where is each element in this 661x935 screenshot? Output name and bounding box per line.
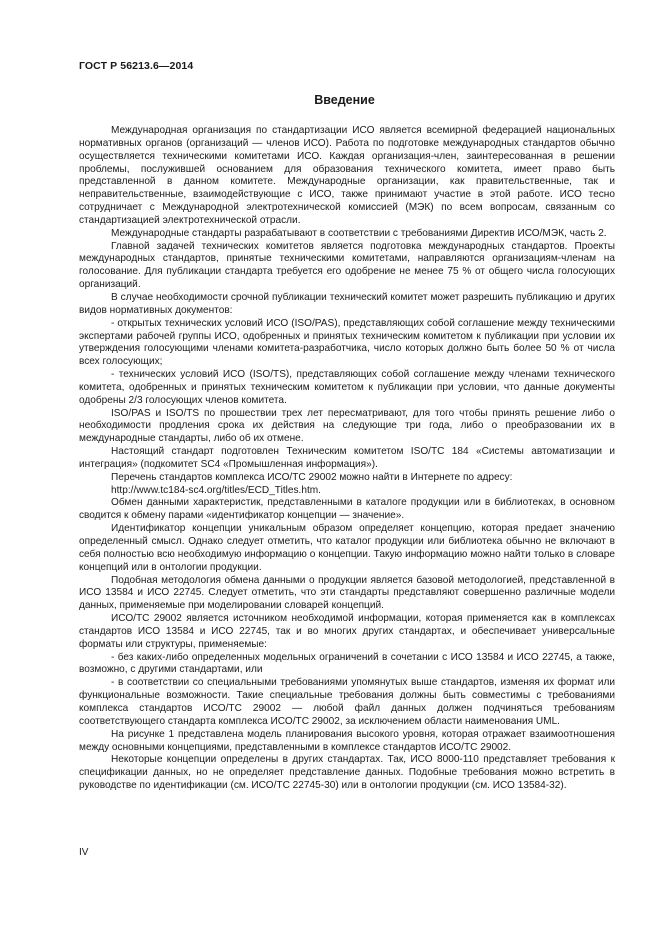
section-title: Введение bbox=[314, 93, 375, 107]
list-item: - открытых технических условий ИСО (ISO/PAS), представляющих собой соглашение между техническими экспертами рабочей группы ИСО, одобренных и принятых техническим комитетом к публикации при условии их утверждения голосующими членами комитета-разработчика, число которых должно быть более 50 % от числа всех голосующих; bbox=[79, 317, 615, 368]
list-item: - без каких-либо определенных модельных ограничений в сочетании с ИСО 13584 и ИСО 22745, а также, возможно, с другими стандартами, или bbox=[79, 651, 615, 676]
paragraph: Обмен данными характеристик, представленными в каталоге продукции или в библиотеках, в основном сводится к обмену парами «идентификатор концепции — значение». bbox=[79, 497, 615, 522]
paragraph: Перечень стандартов комплекса ИСО/ТС 29002 можно найти в Интернете по адресу: bbox=[111, 471, 513, 483]
paragraph: Подобная методология обмена данными о продукции является базовой методологией, представленной в ИСО 13584 и ИСО 22745. Следует отметить, что эти стандарты представляют совершенно различные модели данных, применяемые при моделировании словарей концепций. bbox=[79, 574, 615, 612]
list-item: - в соответствии со специальными требованиями упомянутых выше стандартов, изменяя их формат или функциональные возможности. Такие специальные требования должны быть совместимы с требованиями комплекса стандартов ИСО/ТС 29002 — любой файл данных должен подчиняться требованиям соответствующего стандарта комплекса ИСО/ТС 29002, за исключением области наименования UML. bbox=[79, 677, 615, 727]
paragraph: В случае необходимости срочной публикации технический комитет может разрешить публикацию и других видов нормативных документов: bbox=[79, 291, 615, 316]
paragraph: Международная организация по стандартизации ИСО является всемирной федерацией национальных нормативных органов (организаций — членов ИСО). Работа по подготовке международных стандартов обычно осуществляется техническими комитетами ИСО. Каждая организация-член, заинтересованная в решении проблемы, послужившей основанием для образования технического комитета, имеет право быть представленной в данном комитете. Международные организации, как правительственные, так и неправительственные, взаимодействующие с ИСО, также принимают участие в этой работе. ИСО тесно сотрудничает с Международной электротехнической комиссией (МЭК) по всем вопросам, связанным со стандартизацией электротехнической отрасли. bbox=[79, 125, 615, 226]
document-number: ГОСТ Р 56213.6—2014 bbox=[79, 60, 194, 72]
url-link[interactable]: http://www.tc184-sc4.org/titles/ECD_Titles.htm. bbox=[111, 484, 321, 496]
paragraph: Настоящий стандарт подготовлен Техническим комитетом ISO/TC 184 «Системы автоматизации и интеграция» (подкомитет SC4 «Промышленная информация»). bbox=[79, 446, 615, 470]
list-item: - технических условий ИСО (ISO/TS), представляющих собой соглашение между членами технического комитета, одобренных и принятых техническим комитетом к публикации при условии, что данные документы одобрены 2/3 голосующих членов комитета. bbox=[79, 369, 615, 406]
body-text bbox=[79, 125, 615, 793]
paragraph: ИСО/ТС 29002 является источником необходимой информации, которая применяется как в комплексах стандартов ИСО 13584 и ИСО 22745, так и во многих других стандартах, и обеспечивает универсальные форматы или структуры, применяемые: bbox=[79, 613, 615, 650]
paragraph: Некоторые концепции определены в других стандартах. Так, ИСО 8000-110 представляет требования к спецификации данных, но не определяет представление данных. Подобные требования можно встретить в руководстве по идентификации (см. ИСО/ТС 22745-30) или в онтологии продукции (см. ИСО 13584-32). bbox=[79, 754, 615, 792]
paragraph: Главной задачей технических комитетов является подготовка международных стандартов. Проекты международных стандартов, принятые техническими комитетами, направляются организациям-членам на голосование. Для публикации стандарта требуется его одобрение не менее 75 % от общего числа голосующих организаций. bbox=[79, 240, 615, 291]
page-number: IV bbox=[79, 847, 89, 858]
paragraph: Международные стандарты разрабатывают в соответствии с требованиями Директив ИСО/МЭК, часть 2. bbox=[111, 227, 607, 239]
paragraph: На рисунке 1 представлена модель планирования высокого уровня, которая отражает взаимоотношения между основными концепциями, представленными в комплексе стандартов ИСО/ТС 29002. bbox=[79, 728, 615, 753]
paragraph: ISO/PAS и ISO/TS по прошествии трех лет пересматривают, для того чтобы принять решение либо о необходимости продления срока их действия на следующие три года, либо о преобразовании их в международные стандарты, либо об их отмене. bbox=[79, 407, 615, 445]
paragraph: Идентификатор концепции уникальным образом определяет концепцию, которая предает значению определенный смысл. Однако следует отметить, что каталог продукции или библиотека обычно не включают в себя полностью всю необходимую информацию о концепции. Такую информацию можно найти только в словаре концепций или в онтологии продукции. bbox=[79, 523, 615, 573]
